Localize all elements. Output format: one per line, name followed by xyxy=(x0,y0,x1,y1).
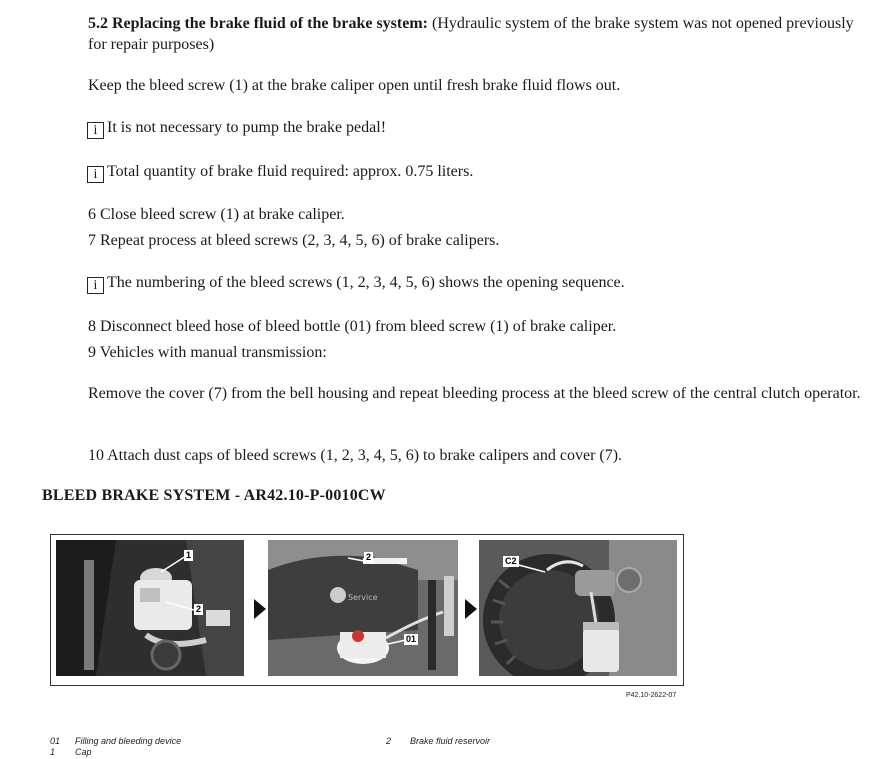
bleed-brake-heading: BLEED BRAKE SYSTEM - AR42.10-P-0010CW xyxy=(42,487,386,504)
section-title-bold: 5.2 Replacing the brake fluid of the brake system: xyxy=(88,15,428,32)
legend-text: Filling and bleeding device xyxy=(75,736,182,746)
note-text: It is not necessary to pump the brake pedal! xyxy=(107,119,387,136)
figure-id: P42.10-2622-07 xyxy=(626,692,677,699)
photo-brake-caliper-bleed xyxy=(479,540,677,676)
step-9-detail: Remove the cover (7) from the bell housing and repeat bleeding process at the bleed screw of the central clutch operator. xyxy=(88,385,861,402)
legend-text: Cap xyxy=(75,747,92,757)
svg-text:Service: Service xyxy=(348,593,378,602)
callout-2-bottle: 2 xyxy=(366,552,372,562)
legend-text: Brake fluid reservoir xyxy=(410,736,491,746)
section-title xyxy=(88,13,863,55)
step-10: 10 Attach dust caps of bleed screws (1, 2, 3, 4, 5, 6) to brake calipers and cover (7). xyxy=(88,447,623,464)
note-text: Total quantity of brake fluid required: approx. 0.75 liters. xyxy=(107,163,474,180)
note-quantity xyxy=(87,162,473,183)
photo-device-art xyxy=(268,540,458,676)
callout-1: 1 xyxy=(186,550,192,560)
step-9: 9 Vehicles with manual transmission: xyxy=(88,344,327,361)
arrow-right-icon xyxy=(254,599,266,619)
note-text: The numbering of the bleed screws (1, 2, 3, 4, 5, 6) shows the opening sequence. xyxy=(107,274,625,291)
info-icon: i xyxy=(87,166,104,183)
callout-c2: C2 xyxy=(505,556,517,566)
step-7: 7 Repeat process at bleed screws (2, 3, 4, 5, 6) of brake calipers. xyxy=(88,232,500,249)
figure-frame xyxy=(50,534,684,686)
info-icon: i xyxy=(87,122,104,139)
photo-reservoir-art xyxy=(56,540,244,676)
arrow-right-icon xyxy=(465,599,477,619)
legend-num: 1 xyxy=(50,747,56,757)
photo-filling-bleeding-device xyxy=(268,540,458,676)
info-icon: i xyxy=(87,277,104,294)
note-no-pump xyxy=(87,118,386,139)
step-8: 8 Disconnect bleed hose of bleed bottle (01) from bleed screw (1) of brake caliper. xyxy=(88,318,617,335)
step-6: 6 Close bleed screw (1) at brake caliper. xyxy=(88,206,345,223)
legend-num: 2 xyxy=(386,736,392,746)
photo-brake-fluid-reservoir xyxy=(56,540,244,676)
section-title-rest: (Hydraulic system of the brake system was not opened previously for repair purposes) xyxy=(88,15,854,53)
para-keep-open: Keep the bleed screw (1) at the brake caliper open until fresh brake fluid flows out. xyxy=(88,77,621,94)
callout-01: 01 xyxy=(406,634,417,644)
note-sequence xyxy=(87,273,625,294)
legend-num: 01 xyxy=(50,736,61,746)
callout-2: 2 xyxy=(196,604,202,614)
